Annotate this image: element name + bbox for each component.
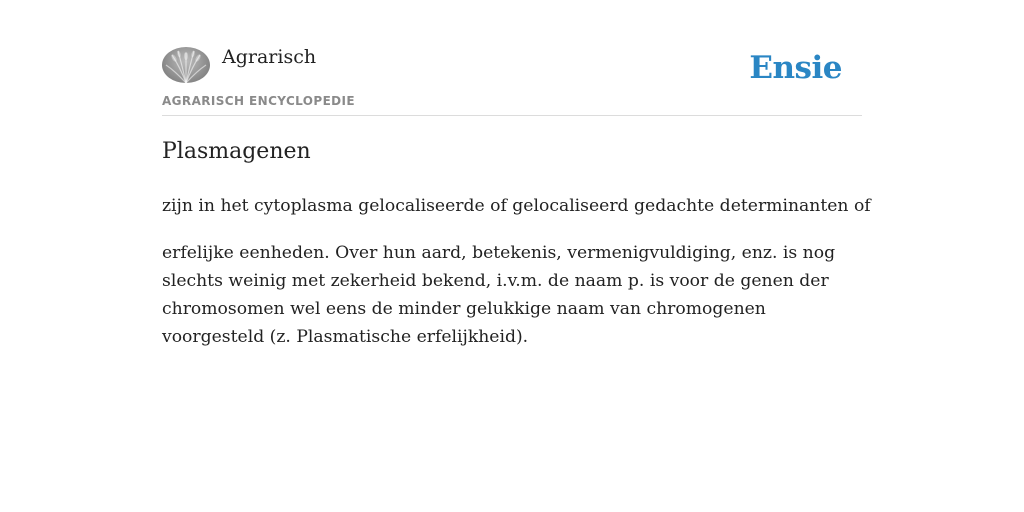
site-subtitle: AGRARISCH ENCYCLOPEDIE: [162, 94, 355, 108]
site-name-link[interactable]: Agrarisch: [222, 46, 317, 68]
article-title: Plasmagenen: [162, 139, 311, 164]
page-container: [162, 0, 871, 347]
article-paragraph-2: erfelijke eenheden. Over hun aard, betekenis, vermenigvuldiging, enz. is nog slechts weinig met zekerheid bekend, i.v.m. de naam p. is voor de genen der chromosomen wel eens de minder gelukkige naam van chromogenen voorgesteld (z. Plasmatische erfelijkheid).: [162, 243, 836, 347]
ensie-brand-logo[interactable]: Ensie: [749, 50, 842, 86]
wheat-icon[interactable]: [162, 47, 210, 83]
site-header: [162, 0, 862, 116]
article-paragraph-1: zijn in het cytoplasma gelocaliseerde of gelocaliseerd gedachte determinanten of: [162, 196, 871, 216]
